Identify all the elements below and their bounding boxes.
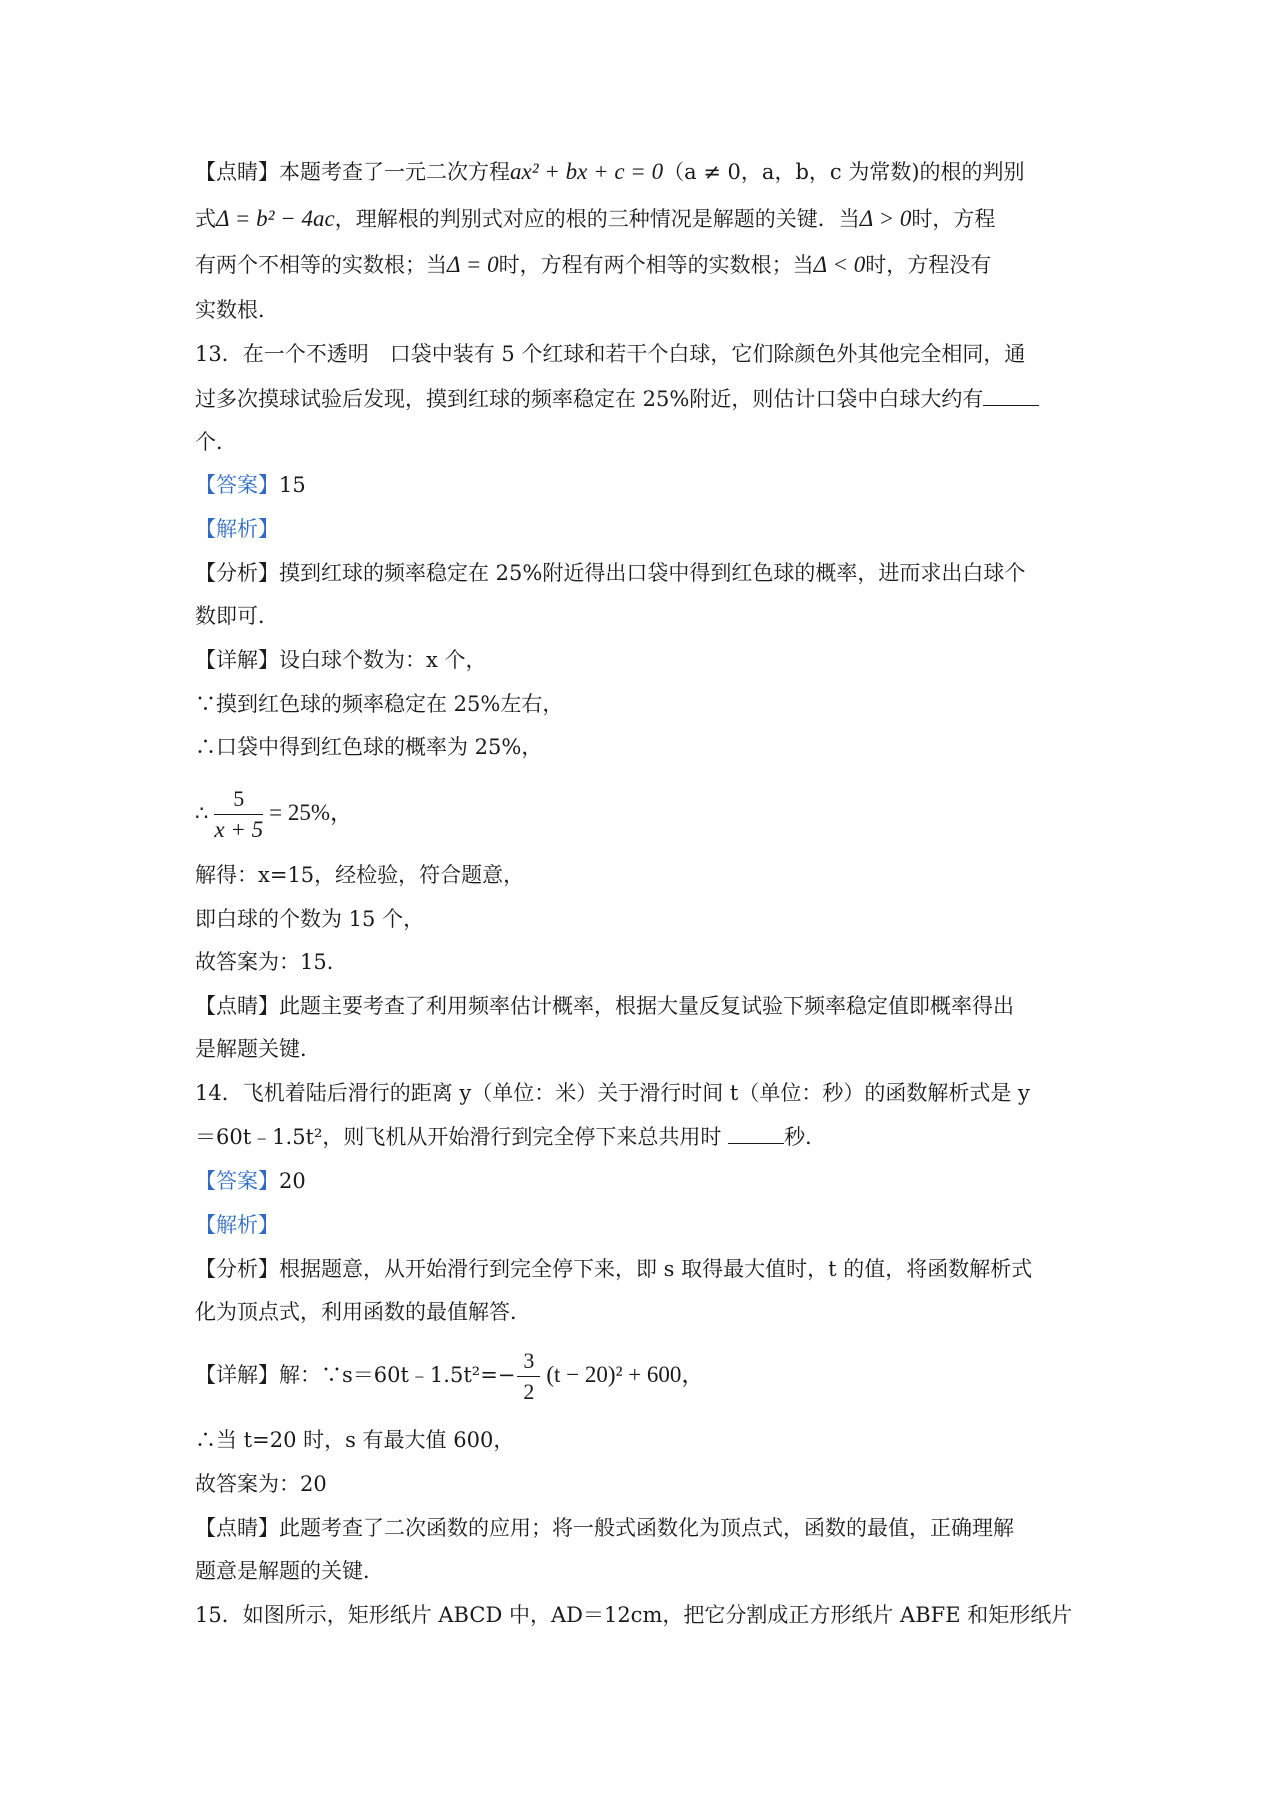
q13-stem-line-3: 个． xyxy=(195,430,237,454)
q13-fenxi-line-2: 数即可． xyxy=(195,604,279,628)
q14-comment-line-2: 题意是解题的关键． xyxy=(195,1559,384,1583)
q13-stem-line-1: 13．在一个不透明 口袋中装有 5 个红球和若干个白球，它们除颜色外其他完全相同，通 xyxy=(195,342,1026,366)
comment-text: 本题考查了一元二次方程 xyxy=(279,160,510,184)
delta-zero: Δ = 0 xyxy=(447,252,499,277)
q13-detail-line-1 xyxy=(195,645,1095,675)
text-fragment: 过多次摸球试验后发现，摸到红球的频率稳定在 25%附近，则估计口袋中白球大约有 xyxy=(195,387,984,411)
fraction-denominator: x + 5 xyxy=(214,817,264,842)
q14-stem-line-1: 14．飞机着陆后滑行的距离 y（单位：米）关于滑行时间 t（单位：秒）的函数解析式是 y xyxy=(195,1081,1030,1105)
text-fragment: 摸到红球的频率稳定在 25%附近得出口袋中得到红色球的概率，进而求出白球个 xyxy=(279,561,1026,585)
fraction-numerator: 3 xyxy=(517,1346,540,1377)
q14-stem-line-2 xyxy=(195,1122,1095,1152)
comment-label: 【点睛】 xyxy=(195,160,279,184)
q14-answer xyxy=(195,1166,1095,1196)
fraction-numerator: 5 xyxy=(214,784,263,815)
text-fragment: 秒． xyxy=(784,1125,827,1149)
quadratic-equation: ax² + bx + c = 0 xyxy=(510,159,664,184)
q14-detail-line xyxy=(195,1340,1095,1410)
text-fragment: 此题考查了二次函数的应用；将一般式函数化为顶点式，函数的最值，正确理解 xyxy=(279,1516,1014,1540)
therefore-symbol: ∴ xyxy=(195,801,209,825)
q14-step-2: 故答案为：20 xyxy=(195,1472,327,1496)
q13-step-3 xyxy=(195,778,1095,848)
answer-label: 【答案】 xyxy=(195,473,279,497)
q13-step-4: 解得：x=15，经检验，符合题意， xyxy=(195,863,525,887)
answer-value: 20 xyxy=(279,1169,306,1193)
fenxi-label: 【分析】 xyxy=(195,561,279,585)
q13-analysis-label: 【解析】 xyxy=(195,517,279,541)
detail-label: 【详解】 xyxy=(195,1363,279,1387)
delta-negative: Δ < 0 xyxy=(813,252,866,277)
equation-condition: （a ≠ 0，a，b，c 为常数)的根的判别 xyxy=(663,160,1025,184)
q15-stem-line-1: 15．如图所示，矩形纸片 ABCD 中，AD＝12cm，把它分割成正方形纸片 ABFE 和矩形纸片 xyxy=(195,1603,1073,1627)
text-fragment: 有两个不相等的实数根；当 xyxy=(195,253,447,277)
q13-comment-line-2: 是解题关键． xyxy=(195,1037,321,1061)
text-fragment: ＝60t﹣1.5t²，则飞机从开始滑行到完全停下来总共用时 xyxy=(195,1125,722,1149)
q13-step-6: 故答案为：15． xyxy=(195,950,348,974)
q12-comment-line-2 xyxy=(195,204,1095,234)
fenxi-label: 【分析】 xyxy=(195,1257,279,1281)
q12-comment-line-4: 实数根． xyxy=(195,298,279,322)
q13-step-5: 即白球的个数为 15 个， xyxy=(195,907,425,931)
text-fragment: 根据题意，从开始滑行到完全停下来，即 s 取得最大值时，t 的值，将函数解析式 xyxy=(279,1257,1033,1281)
answer-blank xyxy=(728,1123,784,1144)
fraction-5-over-x-plus-5 xyxy=(214,784,263,845)
fraction-denominator: 2 xyxy=(523,1379,535,1404)
comment-label: 【点睛】 xyxy=(195,994,279,1018)
equation-result: = 25%， xyxy=(269,800,353,825)
answer-value: 15 xyxy=(279,473,306,497)
text-fragment: 此题主要考查了利用频率估计概率，根据大量反复试验下频率稳定值即概率得出 xyxy=(279,994,1014,1018)
q14-comment-line-1 xyxy=(195,1513,1095,1543)
text-fragment: 时，方程有两个相等的实数根；当 xyxy=(498,253,814,277)
text-fragment: 设白球个数为：x 个， xyxy=(279,648,487,672)
q14-step-1: ∴当 t=20 时，s 有最大值 600， xyxy=(195,1428,515,1452)
q14-analysis-label: 【解析】 xyxy=(195,1213,279,1237)
answer-label: 【答案】 xyxy=(195,1169,279,1193)
vertex-form: (t − 20)² + 600， xyxy=(546,1362,705,1387)
q14-fenxi-line-2: 化为顶点式，利用函数的最值解答． xyxy=(195,1300,531,1324)
q13-comment-line-1 xyxy=(195,991,1095,1021)
q13-step-1: ∵摸到红色球的频率稳定在 25%左右， xyxy=(195,692,564,716)
detail-label: 【详解】 xyxy=(195,648,279,672)
text-fragment: 解：∵s＝60t﹣1.5t²=− xyxy=(279,1363,516,1387)
q14-fenxi-line-1 xyxy=(195,1254,1095,1284)
q12-comment-line-1 xyxy=(195,157,1095,187)
q13-fenxi-line-1 xyxy=(195,558,1095,588)
fraction-3-over-2 xyxy=(517,1346,540,1407)
delta-positive: Δ > 0 xyxy=(859,206,912,231)
text-fragment: 时，方程 xyxy=(911,207,996,231)
text-fragment: 时，方程没有 xyxy=(865,253,992,277)
q13-answer xyxy=(195,470,1095,500)
comment-label: 【点睛】 xyxy=(195,1516,279,1540)
answer-blank xyxy=(983,385,1039,406)
text-fragment: ，理解根的判别式对应的根的三种情况是解题的关键．当 xyxy=(334,207,860,231)
discriminant-formula: Δ = b² − 4ac xyxy=(216,206,335,231)
text-fragment: 式 xyxy=(195,207,216,231)
q13-step-2: ∴口袋中得到红色球的概率为 25%， xyxy=(195,735,543,759)
q13-stem-line-2 xyxy=(195,384,1095,414)
q12-comment-line-3 xyxy=(195,250,1095,280)
